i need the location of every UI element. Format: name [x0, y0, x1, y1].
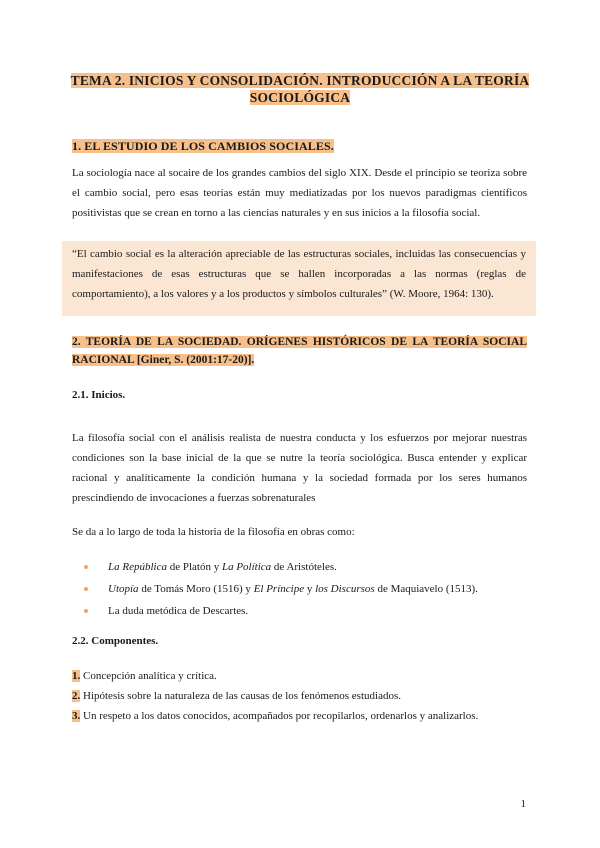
list-item: [72, 666, 478, 686]
work-title: El Príncipe: [253, 583, 305, 595]
item-text: Hipótesis sobre la naturaleza de las causas de los fenómenos estudiados.: [80, 690, 401, 702]
list-item: [78, 600, 478, 622]
item-number: 3.: [72, 710, 81, 722]
bullet-icon: [84, 609, 88, 613]
item-number: 1.: [72, 670, 81, 682]
list-text: de Aristóteles.: [271, 561, 337, 573]
components-list: [72, 666, 478, 726]
list-text: y: [304, 583, 316, 595]
title-line-1: TEMA 2. INICIOS Y CONSOLIDACIÓN. INTRODUCCIÓN A LA TEORÍA: [70, 73, 530, 88]
document-title: [70, 72, 530, 106]
item-number: 2.: [72, 690, 81, 702]
work-title: La Política: [221, 561, 272, 573]
list-text: La duda metódica de Descartes.: [108, 605, 249, 617]
subsection-2-1-paragraph: La filosofía social con el análisis realista de nuestra conducta y los esfuerzos por mejorar nuestras condiciones son la base inicial de la que se nutre la teoría sociológica. Busca entender y explicar racional y analíticamente la condición humana y la sociedad formada por los seres humanos prescindiendo de invocaciones a fuerzas sobrenaturales: [72, 432, 527, 504]
quote-block: “El cambio social es la alteración apreciable de las estructuras sociales, incluidas las consecuencias y manifestaciones de esas estructuras que se hallen incorporadas a las normas (reglas de comportamiento), a los valores y a los productos y símbolos culturales” (W. Moore, 1964: 130).: [62, 241, 536, 316]
section-1-heading: [72, 139, 334, 154]
work-title: Utopía: [108, 583, 139, 595]
list-item: [78, 578, 478, 600]
section-2-heading-text: 2. TEORÍA DE LA SOCIEDAD. ORÍGENES HISTÓRICOS DE LA TEORÍA SOCIAL RACIONAL [Giner, S. (2001:17-20)].: [72, 336, 527, 366]
subsection-2-1-heading: 2.1. Inicios.: [72, 389, 126, 401]
list-text: de Tomás Moro (1516) y: [138, 583, 254, 595]
list-text: de Maquiavelo (1513).: [374, 583, 478, 595]
title-line-2: SOCIOLÓGICA: [249, 90, 351, 105]
subsection-2-2-heading: 2.2. Componentes.: [72, 635, 159, 647]
list-item: [78, 556, 478, 578]
section-1-heading-text: 1. EL ESTUDIO DE LOS CAMBIOS SOCIALES.: [72, 139, 334, 153]
list-item: [72, 706, 478, 726]
section-2-heading: [72, 333, 527, 369]
section-1-paragraph: La sociología nace al socaire de los grandes cambios del siglo XIX. Desde el principio se teoriza sobre el cambio social, pero esas teorías están muy mediatizadas por los nuevos paradigmas científicos positivistas que se crean en torno a las ciencias naturales y en sus inicios a la filosofía social.: [72, 167, 527, 219]
bullet-icon: [84, 587, 88, 591]
bullet-icon: [84, 565, 88, 569]
list-text: de Platón y: [166, 561, 222, 573]
works-intro: Se da a lo largo de toda la historia de la filosofía en obras como:: [72, 526, 355, 538]
item-text: Concepción analítica y crítica.: [80, 670, 217, 682]
page-number: 1: [520, 798, 526, 810]
work-title: La República: [108, 561, 167, 573]
item-text: Un respeto a los datos conocidos, acompañados por recopilarlos, ordenarlos y analizarlos.: [80, 710, 479, 722]
works-list: [78, 556, 478, 622]
list-item: [72, 686, 478, 706]
work-title: los Discursos: [315, 583, 375, 595]
